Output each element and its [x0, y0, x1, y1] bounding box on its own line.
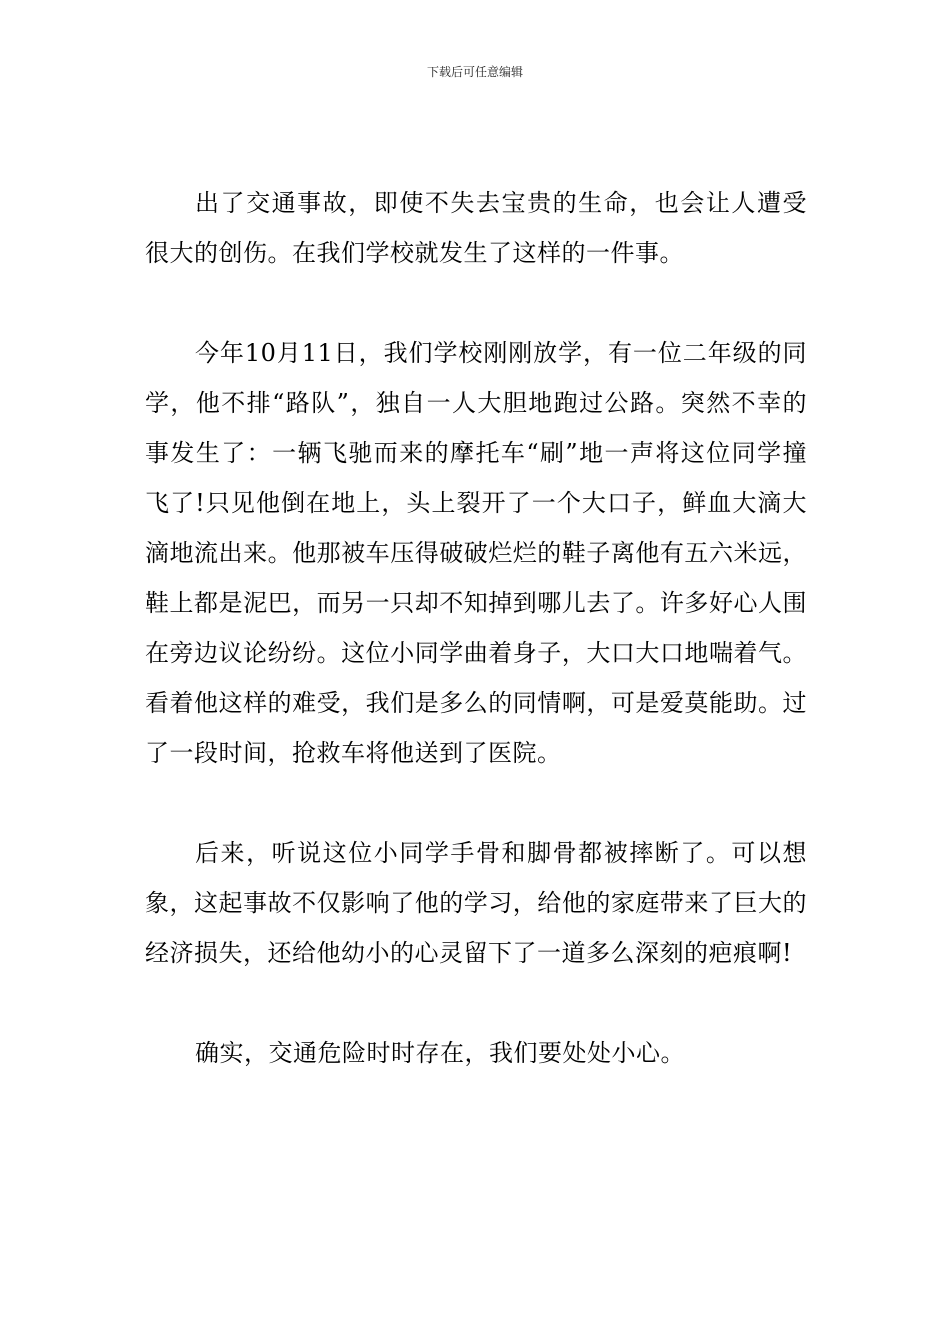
document-body — [145, 178, 807, 1128]
page-header-note: 下载后可任意编辑 — [426, 65, 523, 79]
paragraph-2: 今年10月11日，我们学校刚刚放学，有一位二年级的同学，他不排“路队”，独自一人大胆地跑过公路。突然不幸的事发生了：一辆飞驰而来的摩托车“刷”地一声将这位同学撞飞了!只见他倒在地上，头上裂开了一个大口子，鲜血大滴大滴地流出来。他那被车压得破破烂烂的鞋子离他有五六米远，鞋上都是泥巴，而另一只却不知掉到哪儿去了。许多好心人围在旁边议论纷纷。这位小同学曲着身子，大口大口地喘着气。看着他这样的难受，我们是多么的同情啊，可是爱莫能助。过了一段时间，抢救车将他送到了医院。 — [145, 339, 807, 767]
paragraph-3: 后来，听说这位小同学手骨和脚骨都被摔断了。可以想象，这起事故不仅影响了他的学习，给他的家庭带来了巨大的经济损失，还给他幼小的心灵留下了一道多么深刻的疤痕啊! — [145, 839, 807, 967]
paragraph-4: 确实，交通危险时时存在，我们要处处小心。 — [195, 1039, 685, 1067]
paragraph-1: 出了交通事故，即使不失去宝贵的生命，也会让人遭受很大的创伤。在我们学校就发生了这样的一件事。 — [145, 189, 807, 267]
